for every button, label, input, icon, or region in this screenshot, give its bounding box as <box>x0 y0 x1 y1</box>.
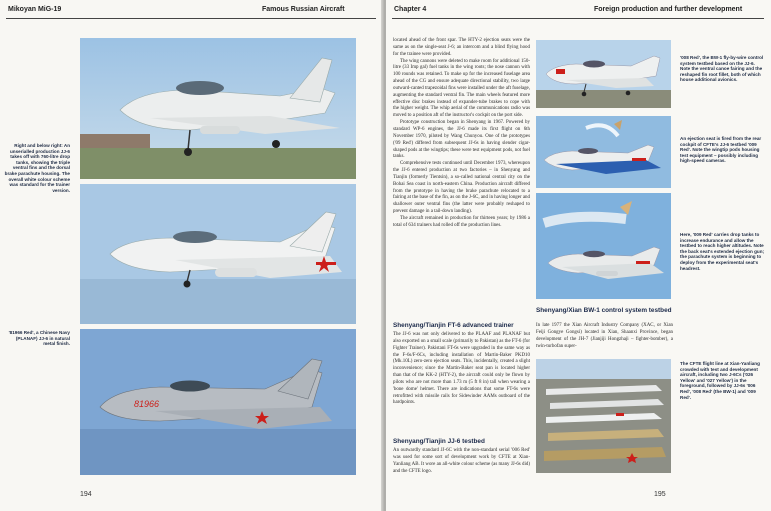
page-number-left: 194 <box>80 491 92 498</box>
paragraph: An outwardly standard JJ-6C with the non-standard serial '006 Red' was used for some sort of development work by CFTE at Xian-Yanliang AB. It wore an all-white colour scheme (as many JJ-6s did) and the CFTE logo. <box>393 448 530 474</box>
caption-008-red: '008 Red', the BW-1 fly-by-wire control system testbed based on the JJ-6. Note the ventral canoe fairing and the reshaped fin root fillet, both of which house additional avionics. <box>680 55 764 83</box>
header-rule <box>6 18 376 19</box>
caption-009-red: Here, '009 Red' carries drop tanks to increase endurance and allow the testbed to reach higher altitudes. Note the back seat's extended ejection gun; the parachute system is beginning to deploy from the experimental seat's headrest. <box>680 232 765 271</box>
left-page <box>0 0 383 511</box>
subhead-jj6-testbed: Shenyang/Tianjin JJ-6 testbed <box>393 438 485 445</box>
running-header-left: Mikoyan MiG-19 <box>8 6 62 13</box>
running-header-title: Foreign production and further development <box>594 6 743 13</box>
photo-ejection-test <box>536 116 671 188</box>
paragraph: Prototype construction began in Shenyang in 1967. Powered by standard WP-6 engines, the JJ-6 made its first flight on 6th November 1970, piloted by Wang Chunyou. One of the prototypes ('09 Red') differed from subsequent JJ-6s in having slender cigar-shaped pods at the wingtips; these were test equipment pods, not fuel tanks. <box>393 120 530 160</box>
paragraph: The wing cannons were deleted to make room for additional 150-litre (33 Imp gal) fuel tanks in the wing roots; the nose cannon with 100 rounds was retained. To make up for the increased fuselage area ahead of the CG and ensure adequate directional stability, two large outward-canted trapezoidal fins were installed under the aft fuselage, augmenting the standard ventral fin. The main wheels featured more effective disc brakes instead of expander-tube brakes to cope with the higher weight. The whip aerial of the communications radio was moved to a position aft of the instructor's cockpit on the port side. <box>393 58 530 119</box>
paragraph: The aircraft remained in production for thirteen years; by 1986 a total of 634 trainers had rolled off the production lines. <box>393 215 530 228</box>
aircraft-serial-81966: 81966 <box>134 399 160 409</box>
body-text-column <box>393 38 530 230</box>
photo-009-red-drop-tanks <box>536 193 671 299</box>
caption-flight-line: The CFTE flight line at Xian-Yanliang crowded with test and development aircraft, including two J-6Cs ('026 Yellow' and '027 Yellow') in the foreground, followed by JJ-6s '006 Red', '008 Red' (the BW-1) and '009 Red'. <box>680 361 760 400</box>
page-number-right: 195 <box>654 491 666 498</box>
right-page <box>386 0 771 511</box>
caption-ejection: An ejection seat is fired from the rear cockpit of CFTE's JJ-6 testbed '009 Red'. Note the wingtip pods housing test equipment – possibly including high-speed cameras. <box>680 136 762 164</box>
photo-008-red <box>536 40 671 108</box>
jj6-testbed-text <box>393 448 530 475</box>
photo-81966-jj6 <box>80 329 356 475</box>
photo-jj6-flight <box>80 184 356 324</box>
caption-81966: '81966 Red', a Chinese Navy (PLANAF) JJ-6 in natural metal finish. <box>8 330 70 347</box>
subhead-bw1: Shenyang/Xian BW-1 control system testbed <box>536 307 672 314</box>
header-rule-right <box>392 18 764 19</box>
photo-jj6-takeoff <box>80 38 356 179</box>
photo-cfte-flight-line <box>536 359 671 473</box>
subhead-ft6: Shenyang/Tianjin FT-6 advanced trainer <box>393 322 514 329</box>
paragraph: The JJ-6 was not only delivered to the PLAAF and PLANAF but also exported on a small scale (primarily to Pakistan) as the FT-6 (for Fighter Trainer). Pakistani FT-6s were upgraded in the same way as the F-6s/F-6Cs, including installation of Martin-Baker PKD10 (Mk.10L) zero-zero ejection seats. This, incidentally, created a slight inconvenience; since the Martin-Baker seat pan is located higher than that of the KK-2 (HTY-2), the aircraft could only be flown by pilots who are not more than 1.73 m (5 ft 8 in) tall when wearing a 'bone dome' helmet. There are indications that some FT-6s were retrofitted with missile rails for Sidewinder AAMs outboard of the hardpoints. <box>393 332 530 406</box>
running-header-chapter: Chapter 4 <box>394 6 427 13</box>
paragraph: In late 1977 the Xian Aircraft Industry Company (XAC, or Xian Feiji Gongye Gongsi) located in Xian, Shaanxi Province, began development of the JH-7 (Jianjiji Hongzhaji – fighter-bomber), a twin-turbofan super- <box>536 323 673 349</box>
paragraph: located ahead of the front spar. The HTY-2 ejection seats were the same as on the single-seat J-6; an intercom and a blind flying hood for the trainee were provided. <box>393 38 530 57</box>
bw1-text <box>536 323 673 350</box>
running-header-right: Famous Russian Aircraft <box>262 6 345 13</box>
ft6-text <box>393 332 530 407</box>
paragraph: Comprehensive tests continued until December 1973, whereupon the JJ-6 entered production at two factories – in Shenyang and Tianjin (formerly Tientsin), a so-called national central city on the Bohai Sea coast in north-eastern China. Production aircraft differed from the prototype in having the brake parachute relocated to a fairing at the base of the fin, as on the J-6C, and in having longer and shallower outer ventral fins (the latter were probably reshaped to prevent damage in a tail-down landing). <box>393 161 530 215</box>
caption-jj6-takeoff: Right and below right: An unserialled production JJ-6 takes off with 760-litre drop tanks, showing the triple ventral fins and the dorsal brake parachute housing. The overall white colour scheme was standard for the trainer version. <box>4 143 70 193</box>
